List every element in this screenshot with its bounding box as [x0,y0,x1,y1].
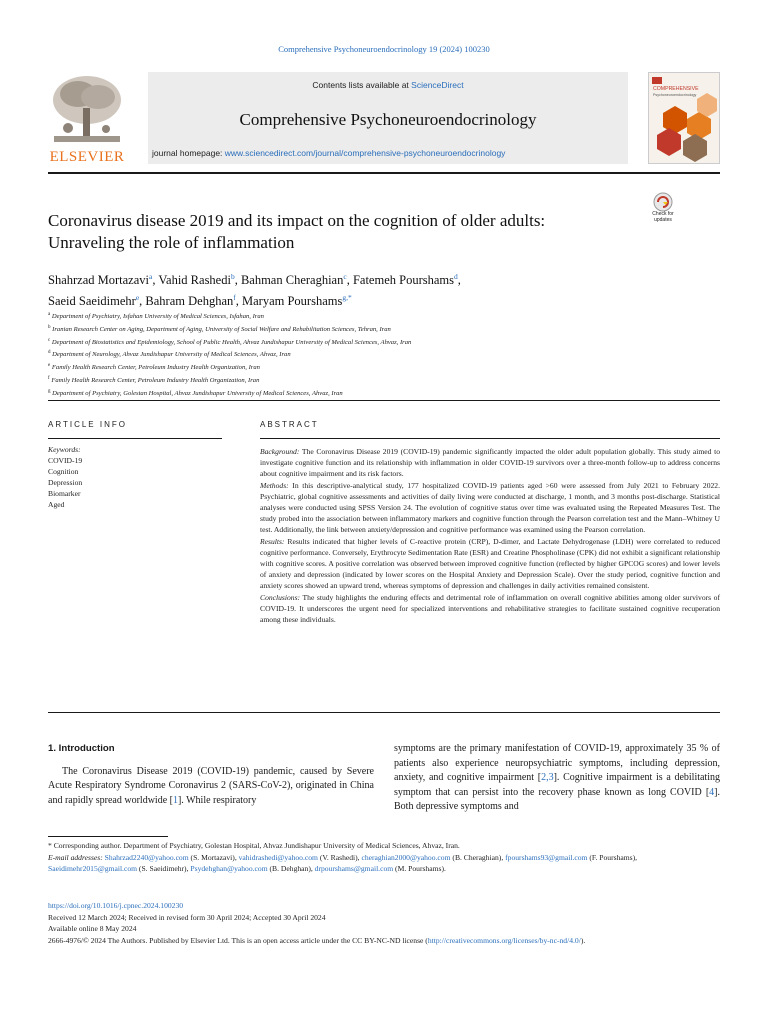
affiliation-sup: f [48,375,50,381]
abstract-label: Results: [260,536,285,546]
article-info-heading: ARTICLE INFO [48,420,127,429]
abstract-text: The study highlights the enduring effects and detrimental role of inflammation on overall cognitive abilities among older survivors of COVID-19. It underscores the urgent need for specialized interventions and rehabilitative strategies to facilitate sustained cognitive recuperation among these individuals. [260,592,720,625]
email-owner: (F. Pourshams), [587,852,638,862]
abstract-label: Methods: [260,480,289,490]
author-affil-sup[interactable]: f [233,293,236,303]
elsevier-tree-icon [48,72,126,148]
publication-info [48,900,720,946]
email-owner: (V. Rashedi), [317,852,362,862]
author-list [48,268,668,310]
license-statement [48,935,720,947]
abstract-rule [260,438,720,439]
affiliation-item [48,310,720,323]
author-name[interactable]: Bahram Dehghan [145,294,234,309]
affiliation-item [48,336,720,349]
author-name[interactable]: Vahid Rashedi [158,273,231,288]
email-link[interactable]: drpourshams@gmail.com [314,864,394,874]
citation-link[interactable]: 1 [172,794,178,806]
journal-cover-image[interactable] [648,72,720,164]
email-link[interactable]: Saeidimehr2015@gmail.com [48,864,138,874]
contents-prefix: Contents lists available at [312,80,412,90]
affiliation-text: Department of Biostatistics and Epidemiology, School of Public Health, Ahvaz Jundishapur University of Medical Sciences, Ahvaz, Iran [51,338,412,346]
article-info-rule [48,438,222,439]
license-text: 2666-4976/© 2024 The Authors. Published by Elsevier Ltd. This is an open access article under the CC BY-NC-ND license ( [48,935,428,945]
affiliation-sup: g [48,388,51,394]
affiliation-item [48,374,720,387]
license-text: ). [580,935,586,945]
author-name[interactable]: Bahman Cheraghian [240,273,344,288]
email-owner: (M. Pourshams). [393,864,446,874]
affiliation-sup: d [48,350,51,356]
author-affil-sup[interactable]: a [149,272,153,281]
abstract-bottom-rule [48,712,720,713]
email-link[interactable]: Shahrzad2240@yahoo.com [104,852,189,862]
affiliation-text: Department of Neurology, Ahvaz Jundishapur University of Medical Sciences, Ahvaz, Iran [52,351,291,359]
intro-text: ]. Cognitive impairment is a debilitating symptom that can persist into the recovery phase known as long COVID [ [394,772,720,798]
author-affil-sup[interactable]: e [135,293,140,303]
online-date: Available online 8 May 2024 [48,924,137,934]
affiliation-item [48,348,720,361]
abstract-label: Background: [260,447,300,456]
author-name[interactable]: Fatemeh Pourshams [352,273,454,288]
abstract-heading: ABSTRACT [260,420,319,429]
article-title [48,210,648,254]
journal-name: Comprehensive Psychoneuroendocrinology [239,110,537,129]
corresponding-author-note: * Corresponding author. Department of Psychiatry, Golestan Hospital, Ahvaz Jundishapur University of Medical Sciences, Ahvaz, Iran. [48,841,460,850]
abstract-methods [260,480,720,536]
elsevier-logo [48,72,126,166]
email-link[interactable]: cheraghian2000@yahoo.com [361,852,451,862]
keyword: Cognition [48,467,79,476]
abstract-text: Results indicated that higher levels of C-reactive protein (CRP), D-dimer, and Lactate Dehydrogenase (LDH) were correlated to reduced cognitive performance. Conversely, Erythrocyte Sedimentation Rate (ESR) and Creatine Phospholinase (CPK) did not exhibit a significant relationship with cognitive scores. A positive correlation was observed between improved cognitive function (reflected by higher GPCOG scores) and lower levels of anxiety and depression (indicated by lower scores on the Hospital Anxiety and Depression Scale). Over the study period, cognitive function and anxiety scores showed an upward trend, whereas symptoms of depression and challenges in daily activities remained consistent. [260,536,720,591]
publisher-name: ELSEVIER [49,149,125,165]
intro-text: The Coronavirus Disease 2019 (COVID-19) pandemic, caused by Severe Acute Respiratory Syndrome Coronavirus 2 (SARS-CoV-2), originated in China and rapidly spread worldwide [ [48,765,374,806]
author-separator: , [457,273,461,288]
keyword: Aged [48,500,65,509]
keyword: Depression [48,478,83,487]
affiliation-item [48,387,720,400]
email-owner: (S. Saeidimehr), [137,864,191,874]
affiliation-text: Family Health Research Center, Petroleum Industry Health Organization, Iran [51,377,260,385]
header-rule [48,400,720,401]
intro-paragraph [394,742,720,815]
footnote-rule [48,836,168,837]
license-link[interactable]: http://creativecommons.org/licenses/by-nc-nd/4.0/ [427,935,581,945]
check-for-updates-button[interactable] [648,192,678,228]
homepage-link[interactable]: www.sciencedirect.com/journal/comprehensive-psychoneuroendocrinology [224,148,506,158]
affiliation-text: Department of Psychiatry, Isfahan University of Medical Sciences, Isfahan, Iran [51,313,264,321]
abstract-body [260,446,720,625]
affiliation-text: Iranian Research Center on Aging, Department of Aging, University of Social Welfare and Rehabilitation Sciences, Tehran, Iran [52,325,391,333]
author-separator: , [234,273,241,288]
citation-link[interactable]: 2,3 [541,772,554,783]
body-column-left [48,742,374,808]
abstract-results [260,536,720,592]
intro-text: ]. Both depressive symptoms and [394,786,720,812]
introduction-heading: 1. Introduction [48,743,115,754]
contents-line [148,80,628,90]
email-link[interactable]: fpourshams93@gmail.com [505,852,588,862]
footnotes [48,840,720,875]
author-affil-sup[interactable]: g,* [342,293,352,303]
citation-link[interactable]: 4 [709,786,715,798]
keywords-block [48,444,222,510]
author-name[interactable]: Shahrzad Mortazavi [48,273,150,288]
author-name[interactable]: Maryam Pourshams [242,294,343,309]
author-separator: , [235,294,242,309]
author-separator: , [139,294,146,309]
title-line-2: Unraveling the role of inflammation [48,233,295,252]
keyword: COVID-19 [48,456,83,465]
author-separator: , [346,273,353,288]
email-addresses [48,852,720,875]
masthead-rule [48,172,720,174]
affiliation-sup: c [48,337,51,343]
running-head[interactable]: Comprehensive Psychoneuroendocrinology 19 (2024) 100230 [278,44,490,54]
email-owner: (B. Dehghan), [267,864,315,874]
sciencedirect-link[interactable]: ScienceDirect [411,80,464,90]
title-line-1: Coronavirus disease 2019 and its impact on the cognition of older adults: [48,211,546,230]
affiliation-text: Department of Psychiatry, Golestan Hospital, Ahvaz Jundishapur University of Medical Sciences, Ahvaz, Iran [52,389,343,397]
affiliation-sup: e [48,363,51,369]
email-label: E-mail addresses: [48,852,103,862]
journal-banner [148,72,628,164]
doi-link[interactable]: https://doi.org/10.1016/j.cpnec.2024.100230 [48,901,184,910]
author-separator: , [152,273,159,288]
homepage-prefix: journal homepage: [152,148,225,158]
journal-masthead [48,70,720,170]
abstract-text: The Coronavirus Disease 2019 (COVID-19) pandemic significantly impacted the older adult population globally. This study aimed to investigate cognitive function and its relationship with inflammation in older COVID-19 survivors over a three-month follow-up to address concerns about cognitive impairment and its risk factors. [260,447,720,479]
affiliation-item [48,323,720,336]
author-affil-sup[interactable]: b [230,272,235,281]
abstract-conclusions [260,592,720,626]
intro-text: symptoms are the primary manifestation of COVID-19, approximately 35 % of patients also experience neuropsychiatric symptoms, including depression, anxiety, and cognitive impairment [ [394,743,720,783]
intro-paragraph [48,765,374,809]
author-name[interactable]: Saeid Saeidimehr [48,294,136,309]
affiliation-sup: b [48,324,51,330]
affiliation-sup: a [48,312,51,317]
email-owner: (S. Mortazavi), [188,852,239,862]
email-link[interactable]: Psydehghan@yahoo.com [190,864,268,874]
email-owner: (B. Cheraghian), [450,852,506,862]
keywords-label: Keywords: [48,445,81,454]
check-updates-label: Check for updates [652,211,674,223]
intro-text: ]. While respiratory [177,794,257,806]
cover-title: COMPREHENSIVE [653,86,699,92]
author-affil-sup[interactable]: d [454,272,458,281]
email-link[interactable]: vahidrashedi@yahoo.com [238,852,318,862]
author-affil-sup[interactable]: c [343,272,347,281]
cover-subtitle: Psychoneuroendocrinology [653,93,697,97]
homepage-line [152,148,505,158]
body-column-right [394,742,720,815]
abstract-label: Conclusions: [260,592,301,602]
keyword: Biomarker [48,489,81,498]
received-dates: Received 12 March 2024; Received in revised form 30 April 2024; Accepted 30 April 2024 [48,912,326,922]
abstract-background [260,446,720,480]
affiliation-list [48,310,720,399]
affiliation-text: Family Health Research Center, Petroleum Industry Health Organization, Iran [51,364,260,372]
affiliation-item [48,361,720,374]
abstract-text: In this descriptive-analytical study, 177 hospitalized COVID-19 patients aged >60 were assessed from July 2021 to February 2022. Psychiatric, global cognitive assessments and activities of daily living were conducted at discharge, 1 month, and 3 months post-discharge. Statistical analyses were conducted using SPSS Version 24. The evolution of cognitive status over time was evaluated using the Repeated Measures Test. The study probed into the association between inflammatory markers and cognitive function through the Pearson correlation test and the Mann–Whitney U test. Additionally, the link between anxiety/depression and cognitive performance was examined using the Pearson correlation. [260,480,720,535]
